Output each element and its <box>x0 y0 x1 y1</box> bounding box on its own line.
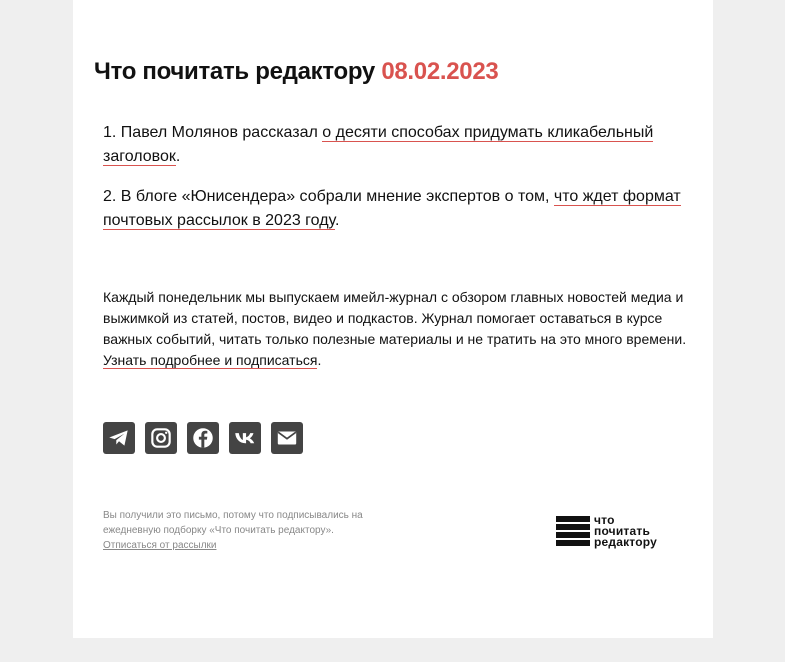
instagram-icon[interactable] <box>145 422 177 454</box>
article-link-1[interactable]: о десяти способах придумать кликабельный заголовок <box>103 124 654 165</box>
list-item: 1. Павел Молянов рассказал о десяти способах придумать кликабельный заголовок. <box>103 124 654 165</box>
telegram-icon[interactable] <box>103 422 135 454</box>
email-icon[interactable] <box>271 422 303 454</box>
article-link-2[interactable]: что ждет формат почтовых рассылок в 2023 году <box>103 188 681 229</box>
article-list <box>103 121 689 249</box>
subscribe-link[interactable]: Узнать подробнее и подписаться <box>103 352 318 368</box>
footer-note <box>103 508 393 553</box>
footer-text: Вы получили это письмо, потому что подписывались на ежедневную подборку «Что почитать редактору». <box>103 510 363 536</box>
facebook-icon[interactable] <box>187 422 219 454</box>
social-links <box>103 422 303 454</box>
issue-date: 08.02.2023 <box>381 58 499 85</box>
brand-logo <box>556 512 686 550</box>
unsubscribe-link[interactable]: Отписаться от рассылки <box>103 540 217 551</box>
about-text: Каждый понедельник мы выпускаем имейл-журнал с обзором главных новостей медиа и выжимкой из статей, постов, видео и подкастов. Журнал помогает оставаться в курсе важных событий, читать только полезные материалы и не тратить на это много времени. Узнать подробнее и подписаться. <box>103 289 687 368</box>
title-text: Что почитать редактору <box>94 58 375 85</box>
page-title <box>94 58 498 86</box>
email-card <box>73 0 713 638</box>
logo-bars <box>556 516 590 546</box>
vk-icon[interactable] <box>229 422 261 454</box>
list-item: 2. В блоге «Юнисендера» собрали мнение экспертов о том, что ждет формат почтовых рассылок в 2023 году. <box>103 188 681 229</box>
logo-wordmark: что почитать редактору <box>594 512 657 549</box>
